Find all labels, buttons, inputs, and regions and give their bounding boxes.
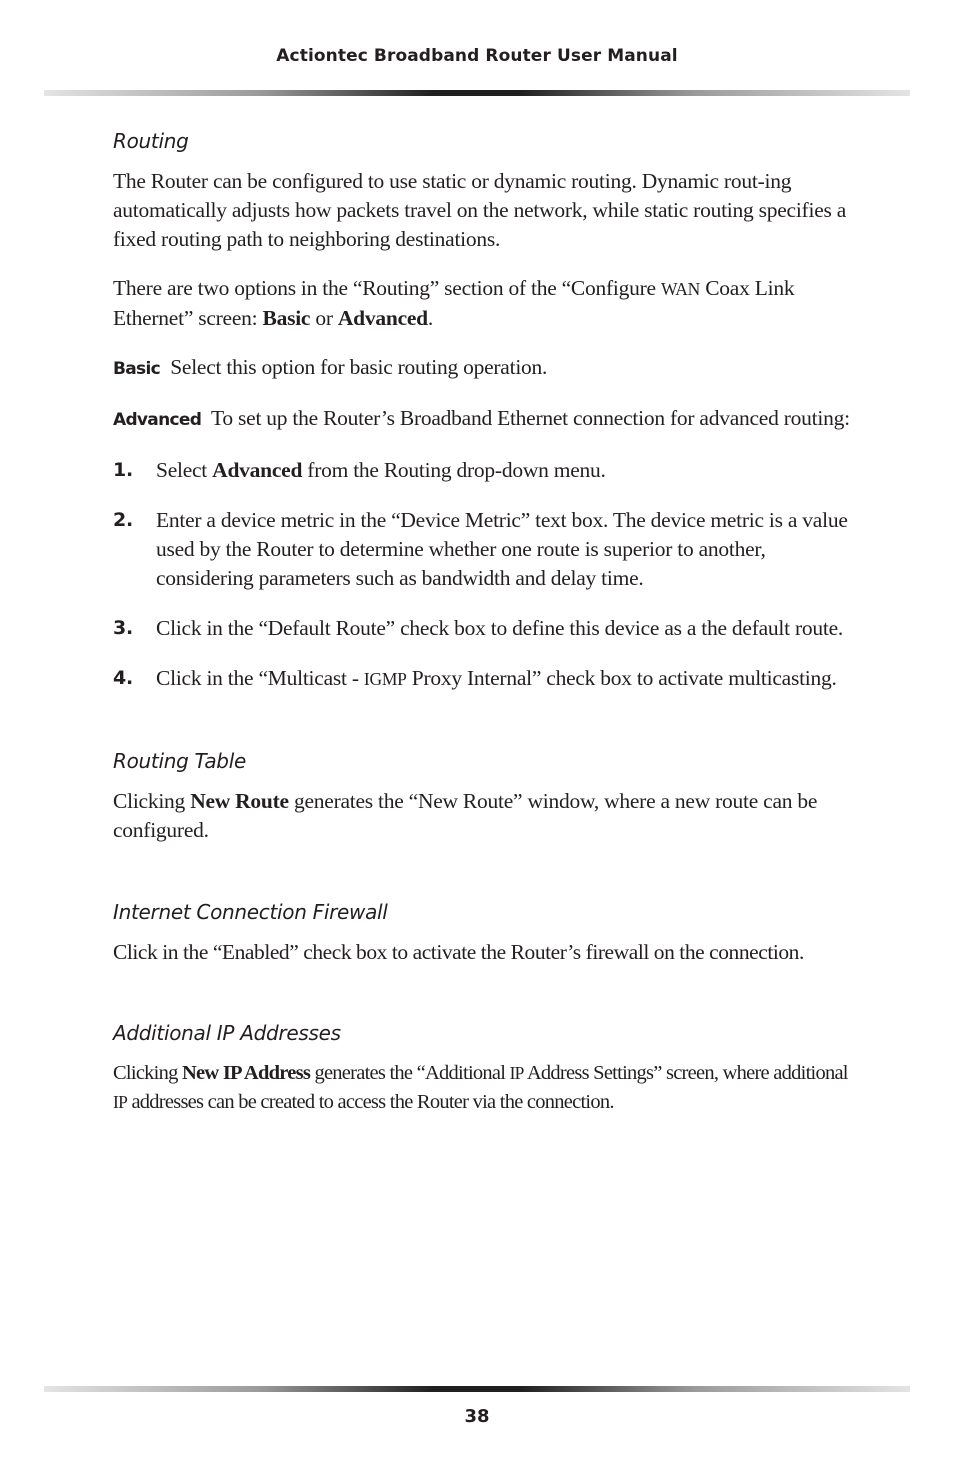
text-run: Clicking — [113, 789, 191, 813]
basic-description: Select this option for basic routing operation. — [170, 355, 548, 379]
text-run: addresses can be created to access the Router via the connection. — [127, 1091, 614, 1113]
heading-firewall: Internet Connection Firewall — [113, 900, 388, 924]
acronym-wan: WAN — [660, 279, 701, 299]
acronym-ip: IP — [509, 1063, 524, 1083]
bold-advanced: Advanced — [212, 458, 303, 482]
section-additional-ip — [113, 1019, 865, 1117]
list-item — [113, 506, 865, 593]
basic-option-paragraph — [113, 353, 865, 384]
page-content — [113, 127, 865, 1117]
heading-additional-ip: Additional IP Addresses — [113, 1021, 341, 1045]
bold-basic: Basic — [262, 306, 311, 330]
page-number: 38 — [464, 1406, 490, 1427]
routing-intro-paragraph: The Router can be configured to use static or dynamic routing. Dynamic rout-ing automatically adjusts how packets travel on the network, while static routing specifies a fixed routing path to neighboring destinations. — [113, 169, 847, 251]
footer-rule — [44, 1386, 910, 1392]
bold-new-route: New Route — [190, 789, 289, 813]
advanced-option-paragraph — [113, 404, 865, 435]
advanced-steps-list — [113, 456, 865, 694]
advanced-description: To set up the Router’s Broadband Ethernet connection for advanced routing: — [211, 406, 850, 430]
text-run: Coax Link Ethernet” screen: — [113, 276, 795, 330]
bold-advanced: Advanced — [337, 306, 428, 330]
step-number: 1. — [113, 459, 133, 481]
text-run: . — [427, 306, 434, 330]
text-run: There are two options in the “Routing” section of the “Configure — [113, 276, 661, 300]
additional-ip-paragraph — [113, 1059, 865, 1117]
acronym-ip: IP — [113, 1092, 128, 1112]
running-header: Actiontec Broadband Router User Manual — [276, 46, 678, 66]
heading-routing-table: Routing Table — [113, 749, 246, 773]
section-routing-table — [113, 747, 865, 845]
routing-options-paragraph — [113, 274, 865, 333]
term-advanced: Advanced — [113, 410, 202, 430]
text-run: Proxy Internal” check box to activate multicasting. — [406, 666, 837, 690]
section-routing — [113, 127, 865, 694]
step-text: Click in the “Default Route” check box to define this device as a the default route. — [156, 616, 844, 640]
text-run: generates the “New Route” window, where a new route can be configured. — [113, 789, 818, 842]
routing-table-paragraph — [113, 787, 865, 845]
header-rule — [44, 90, 910, 96]
list-item — [113, 664, 865, 694]
section-firewall — [113, 898, 865, 967]
list-item — [113, 614, 865, 643]
text-run: Address Settings” screen, where additional — [523, 1062, 848, 1084]
step-text: Enter a device metric in the “Device Metric” text box. The device metric is a value used by the Router to determine whether one route is superior to another, considering parameters such as bandwidth and delay time. — [156, 508, 848, 590]
heading-routing: Routing — [113, 129, 189, 153]
step-number: 2. — [113, 509, 133, 531]
text-run: from the Routing drop-down menu. — [302, 458, 606, 482]
firewall-paragraph: Click in the “Enabled” check box to activate the Router’s firewall on the connection. — [113, 940, 804, 964]
text-run: Select — [156, 458, 213, 482]
text-run: Click in the “Multicast - — [156, 666, 364, 690]
acronym-igmp: IGMP — [363, 669, 407, 689]
text-run: Clicking — [113, 1062, 182, 1084]
step-number: 3. — [113, 617, 133, 639]
list-item — [113, 456, 865, 485]
term-basic: Basic — [113, 359, 160, 379]
text-run: generates the “Additional — [310, 1062, 510, 1084]
bold-new-ip-address: New IP Address — [181, 1062, 311, 1084]
text-run: or — [310, 306, 338, 330]
step-number: 4. — [113, 667, 133, 689]
